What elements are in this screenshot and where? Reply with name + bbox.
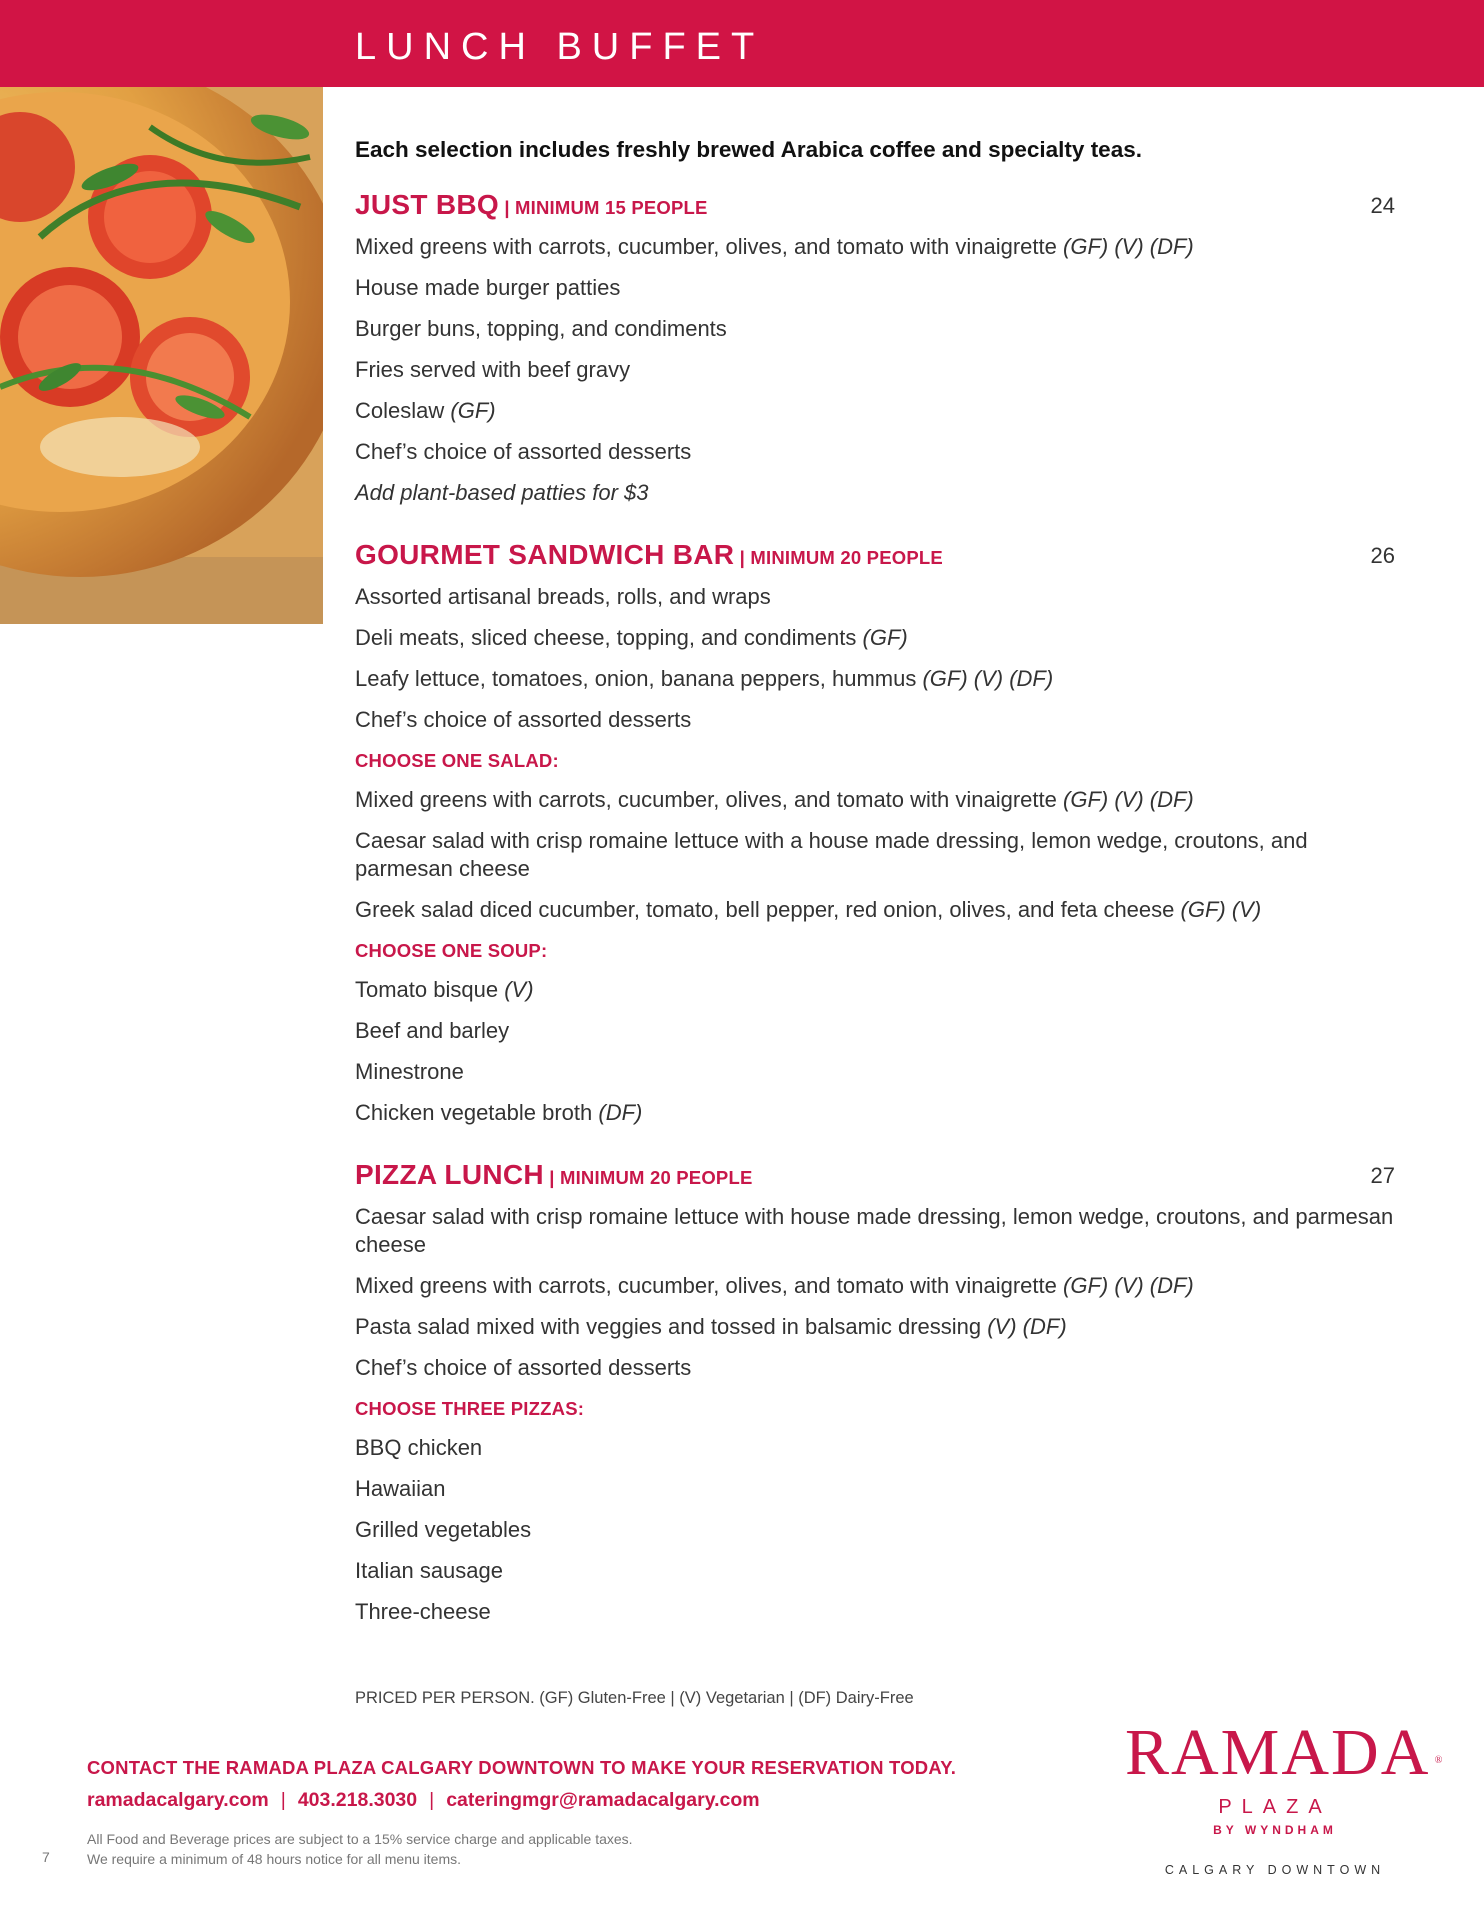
section-header — [355, 539, 1395, 577]
menu-item: Mixed greens with carrots, cucumber, olives, and tomato with vinaigrette (GF) (V) (DF) — [355, 787, 1194, 812]
menu-item: House made burger patties — [355, 275, 621, 300]
pizza-photo — [0, 87, 323, 624]
menu-item: Tomato bisque (V) — [355, 977, 534, 1002]
fine-print — [87, 1829, 633, 1869]
menu-item: Chicken vegetable broth (DF) — [355, 1100, 643, 1125]
menu-item: Chef’s choice of assorted desserts — [355, 707, 692, 732]
separator: | — [280, 1789, 286, 1811]
section-title: GOURMET SANDWICH BAR — [355, 539, 735, 570]
menu-item: Minestrone — [355, 1059, 464, 1084]
logo-plaza: PLAZA — [1218, 1796, 1332, 1818]
contact-headline: CONTACT THE RAMADA PLAZA CALGARY DOWNTOWN TO MAKE YOUR RESERVATION TODAY. — [87, 1757, 957, 1778]
section-title: JUST BBQ — [355, 189, 499, 220]
section-header — [355, 1159, 1395, 1197]
section-title: PIZZA LUNCH — [355, 1159, 544, 1190]
separator: | — [429, 1789, 435, 1811]
intro-text: Each selection includes freshly brewed Arabica coffee and specialty teas. — [355, 137, 1142, 162]
contact-block — [87, 1757, 956, 1812]
page-number: 7 — [42, 1849, 50, 1865]
section-price: 26 — [1370, 543, 1395, 568]
menu-item: Mixed greens with carrots, cucumber, olives, and tomato with vinaigrette (GF) (V) (DF) — [355, 234, 1194, 259]
menu-item: Chef’s choice of assorted desserts — [355, 439, 692, 464]
menu-item: Coleslaw (GF) — [355, 398, 496, 423]
menu-item: Caesar salad with crisp romaine lettuce with house made dressing, lemon wedge, croutons, and parmesan cheese — [355, 1204, 1394, 1257]
menu-item: Assorted artisanal breads, rolls, and wraps — [355, 584, 771, 609]
section-minimum: | MINIMUM 15 PEOPLE — [498, 197, 708, 218]
menu-item: Beef and barley — [355, 1018, 510, 1043]
menu-item: Deli meats, sliced cheese, topping, and condiments (GF) — [355, 625, 908, 650]
subsection-heading: CHOOSE ONE SALAD: — [355, 750, 559, 771]
section-pizza-lunch — [355, 1159, 1395, 1626]
section-minimum: | MINIMUM 20 PEOPLE — [734, 547, 943, 568]
section-header — [355, 189, 1395, 227]
menu-item: Fries served with beef gravy — [355, 357, 631, 382]
menu-item: Italian sausage — [355, 1558, 503, 1583]
ramada-logo — [1125, 1716, 1443, 1877]
page-title: LUNCH BUFFET — [355, 26, 765, 68]
menu-item: Burger buns, topping, and condiments — [355, 316, 727, 341]
logo-by-wyndham: BY WYNDHAM — [1213, 1823, 1337, 1837]
section-minimum: | MINIMUM 20 PEOPLE — [543, 1167, 753, 1188]
section-gourmet-sandwich-bar — [355, 539, 1395, 1127]
menu-content — [355, 135, 1395, 1648]
dietary-legend: PRICED PER PERSON. (GF) Gluten-Free | (V) Vegetarian | (DF) Dairy-Free — [355, 1689, 914, 1707]
menu-item: Caesar salad with crisp romaine lettuce with a house made dressing, lemon wedge, croutons, and parmesan cheese — [355, 828, 1308, 881]
logo-city: CALGARY DOWNTOWN — [1164, 1863, 1386, 1877]
email-link[interactable]: cateringmgr@ramadacalgary.com — [446, 1789, 760, 1811]
section-price: 27 — [1370, 1163, 1395, 1188]
menu-item: Mixed greens with carrots, cucumber, olives, and tomato with vinaigrette (GF) (V) (DF) — [355, 1273, 1194, 1298]
logo-wordmark: RAMADA ® — [1125, 1716, 1443, 1789]
fine-print-line: We require a minimum of 48 hours notice for all menu items. — [87, 1851, 462, 1867]
fine-print-line: All Food and Beverage prices are subject to a 15% service charge and applicable taxes. — [87, 1831, 633, 1847]
subsection-heading: CHOOSE ONE SOUP: — [355, 940, 548, 961]
menu-item: Greek salad diced cucumber, tomato, bell pepper, red onion, olives, and feta cheese (GF) (V) — [355, 897, 1262, 922]
section-just-bbq — [355, 189, 1395, 507]
contact-details — [87, 1789, 956, 1812]
subsection-heading: CHOOSE THREE PIZZAS: — [355, 1398, 585, 1419]
menu-item: Leafy lettuce, tomatoes, onion, banana peppers, hummus (GF) (V) (DF) — [355, 666, 1054, 691]
menu-item: Three-cheese — [355, 1599, 491, 1624]
menu-item: Hawaiian — [355, 1476, 446, 1501]
phone-link[interactable]: 403.218.3030 — [297, 1789, 418, 1811]
menu-item: BBQ chicken — [355, 1435, 483, 1460]
menu-item-addon: Add plant-based patties for $3 — [355, 480, 649, 505]
section-price: 24 — [1370, 193, 1395, 218]
menu-item: Chef’s choice of assorted desserts — [355, 1355, 692, 1380]
website-link[interactable]: ramadacalgary.com — [87, 1789, 269, 1811]
menu-item: Grilled vegetables — [355, 1517, 532, 1542]
menu-item: Pasta salad mixed with veggies and tossed in balsamic dressing (V) (DF) — [355, 1314, 1067, 1339]
